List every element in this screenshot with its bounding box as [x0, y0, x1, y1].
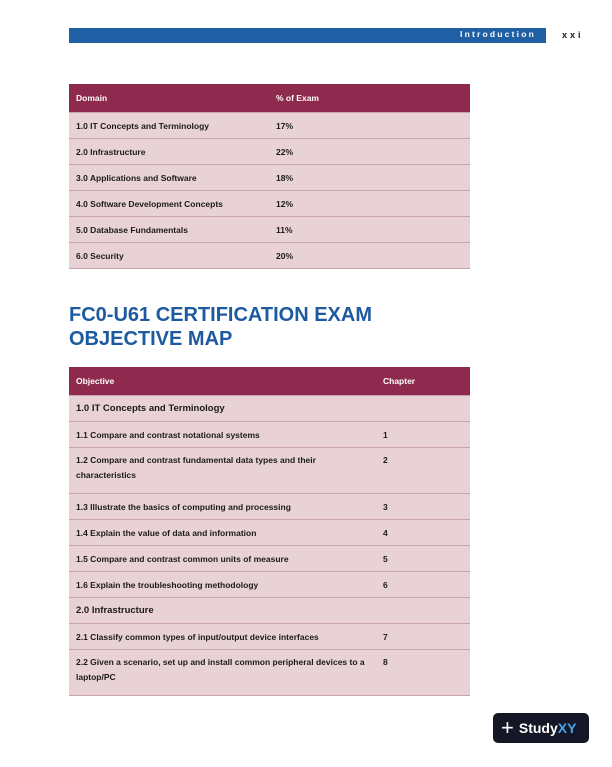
percent-cell: 18%	[269, 165, 470, 191]
domain-table	[69, 84, 470, 269]
table-row	[69, 494, 470, 520]
objective-cell: 1.1 Compare and contrast notational systems	[69, 422, 376, 448]
domain-cell: 3.0 Applications and Software	[69, 165, 269, 191]
table-row	[69, 624, 470, 650]
table-row	[69, 113, 470, 139]
section-row	[69, 598, 470, 624]
domain-cell: 1.0 IT Concepts and Terminology	[69, 113, 269, 139]
chapter-cell: 6	[376, 572, 470, 598]
chapter-cell: 8	[376, 650, 470, 696]
domain-cell: 6.0 Security	[69, 243, 269, 269]
table-row	[69, 217, 470, 243]
percent-cell: 11%	[269, 217, 470, 243]
objective-table	[69, 367, 470, 696]
section-row	[69, 396, 470, 422]
domain-cell: 4.0 Software Development Concepts	[69, 191, 269, 217]
running-header-title: Introduction	[460, 29, 536, 39]
table-row	[69, 165, 470, 191]
chapter-cell	[376, 598, 470, 624]
page-number: xxi	[562, 30, 584, 40]
objective-cell: 2.2 Given a scenario, set up and install common peripheral devices to a laptop/PC	[69, 650, 376, 696]
column-header: Chapter	[376, 367, 470, 396]
table-row	[69, 572, 470, 598]
table-row	[69, 650, 470, 696]
objective-cell: 2.0 Infrastructure	[69, 598, 376, 624]
objective-cell: 1.2 Compare and contrast fundamental data types and their characteristics	[69, 448, 376, 494]
objective-cell: 1.3 Illustrate the basics of computing and processing	[69, 494, 376, 520]
objective-cell: 1.5 Compare and contrast common units of measure	[69, 546, 376, 572]
header-bar	[69, 28, 546, 43]
brand-main: Study	[518, 720, 558, 736]
percent-cell: 20%	[269, 243, 470, 269]
table-row	[69, 520, 470, 546]
column-header: Objective	[69, 367, 376, 396]
brand-accent: XY	[557, 720, 577, 736]
table-row	[69, 139, 470, 165]
table-row	[69, 546, 470, 572]
chapter-cell: 1	[376, 422, 470, 448]
section-heading: FC0-U61 CERTIFICATION EXAM OBJECTIVE MAP	[69, 304, 372, 350]
chapter-cell: 5	[376, 546, 470, 572]
objective-cell: 2.1 Classify common types of input/output device interfaces	[69, 624, 376, 650]
table-row	[69, 422, 470, 448]
percent-cell: 22%	[269, 139, 470, 165]
column-header: Domain	[69, 84, 269, 113]
brand-name	[519, 720, 577, 736]
objective-cell: 1.6 Explain the troubleshooting methodology	[69, 572, 376, 598]
studyxy-badge[interactable]	[493, 713, 589, 743]
column-header: % of Exam	[269, 84, 470, 113]
chapter-cell: 4	[376, 520, 470, 546]
chapter-cell: 2	[376, 448, 470, 494]
table-row	[69, 448, 470, 494]
percent-cell: 17%	[269, 113, 470, 139]
plus-icon: +	[501, 715, 514, 740]
table-row	[69, 243, 470, 269]
percent-cell: 12%	[269, 191, 470, 217]
table-header-row	[69, 367, 470, 396]
table-row	[69, 191, 470, 217]
objective-cell: 1.4 Explain the value of data and information	[69, 520, 376, 546]
chapter-cell: 7	[376, 624, 470, 650]
domain-cell: 2.0 Infrastructure	[69, 139, 269, 165]
domain-cell: 5.0 Database Fundamentals	[69, 217, 269, 243]
objective-cell: 1.0 IT Concepts and Terminology	[69, 396, 376, 422]
chapter-cell: 3	[376, 494, 470, 520]
chapter-cell	[376, 396, 470, 422]
table-header-row	[69, 84, 470, 113]
